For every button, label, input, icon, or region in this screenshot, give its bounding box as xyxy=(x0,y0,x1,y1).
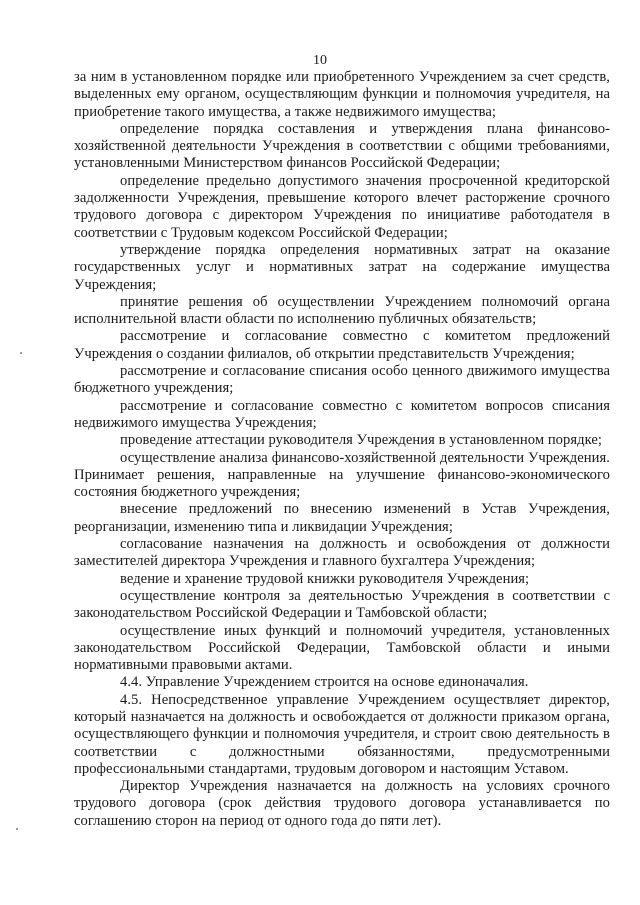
paragraph: осуществление иных функций и полномочий учредителя, установленных законодательством Российской Федерации, Тамбовской области и иными нормативными правовыми актами. xyxy=(74,622,610,674)
scan-speck xyxy=(16,828,18,830)
paragraph: осуществление анализа финансово-хозяйственной деятельности Учреждения. Принимает решения, направленные на улучшение финансово-экономического состояния бюджетного учреждения; xyxy=(74,449,610,501)
paragraph: ведение и хранение трудовой книжки руководителя Учреждения; xyxy=(120,570,530,587)
paragraph: определение предельно допустимого значения просроченной кредиторской задолженности Учреждения, превышение которого влечет расторжение срочного трудового договора с директором Учреждения по инициативе работодателя в соответствии с Трудовым кодексом Российской Федерации; xyxy=(74,172,610,241)
paragraph: рассмотрение и согласование совместно с комитетом вопросов списания недвижимого имущества Учреждения; xyxy=(74,397,610,431)
page-number: 10 xyxy=(313,53,327,68)
paragraph: принятие решения об осуществлении Учреждением полномочий органа исполнительной власти области по исполнению публичных обязательств; xyxy=(74,293,610,328)
paragraph: определение порядка составления и утверждения плана финансово-хозяйственной деятельности Учреждения в соответствии с общими требованиями, установленными Министерством финансов Российской Федерации; xyxy=(74,120,610,172)
paragraph: 4.4. Управление Учреждением строится на основе единоначалия. xyxy=(120,674,529,691)
paragraph: утверждение порядка определения нормативных затрат на оказание государственных услуг и нормативных затрат на содержание имущества Учреждения; xyxy=(74,241,610,293)
paragraph-continuation: за ним в установленном порядке или приобретенного Учреждением за счет средств, выделенных ему органом, осуществляющим функции и полномочия учредителя, на приобретение такого имущества, а также недвижимого имущества; xyxy=(74,69,610,120)
scan-speck xyxy=(20,352,22,354)
paragraph: 4.5. Непосредственное управление Учреждением осуществляет директор, который назначается на должность и освобождается от должности приказом органа, осуществляющего функции и полномочия учредителя, и строит свою деятельность в соответствии с должностными обязанностями, предусмотренными профессиональными стандартами, трудовым договором и настоящим Уставом. xyxy=(74,691,610,777)
paragraph: рассмотрение и согласование списания особо ценного движимого имущества бюджетного учреждения; xyxy=(74,363,610,397)
paragraph: внесение предложений по внесению изменений в Устав Учреждения, реорганизации, изменению типа и ликвидации Учреждения; xyxy=(74,501,610,535)
paragraph: Директор Учреждения назначается на должность на условиях срочного трудового договора (срок действия трудового договора устанавливается по соглашению сторон на период от одного года до пяти лет). xyxy=(74,778,610,829)
paragraph: проведение аттестации руководителя Учреждения в установленном порядке; xyxy=(120,432,603,449)
document-body xyxy=(74,69,610,830)
paragraph: осуществление контроля за деятельностью Учреждения в соответствии с законодательством Российской Федерации и Тамбовской области; xyxy=(74,587,610,622)
paragraph: согласование назначения на должность и освобождения от должности заместителей директора Учреждения и главного бухгалтера Учреждения; xyxy=(74,536,610,570)
paragraph: рассмотрение и согласование совместно с комитетом предложений Учреждения о создании филиалов, об открытии представительств Учреждения; xyxy=(74,328,610,362)
